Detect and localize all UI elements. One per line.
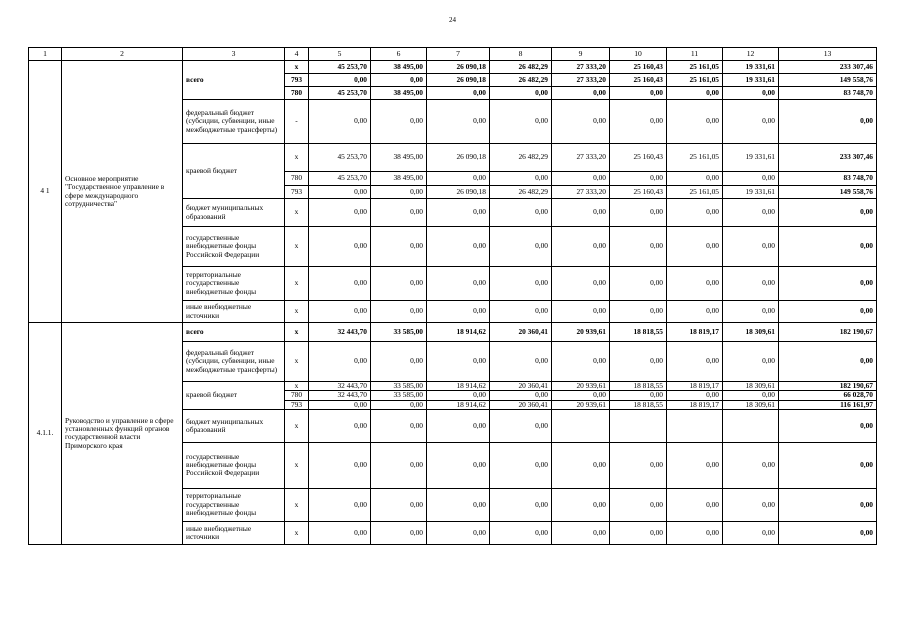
value-cell: 0,00 [309, 100, 371, 144]
header-cell: 10 [610, 48, 667, 61]
value-cell: 0,00 [723, 488, 779, 521]
value-cell: 0,00 [667, 87, 723, 100]
value-cell: 0,00 [667, 342, 723, 382]
value-cell: 0,00 [552, 199, 610, 227]
value-cell: 0,00 [371, 267, 427, 301]
value-cell: 32 443,70 [309, 382, 371, 391]
value-cell: 0,00 [490, 442, 552, 488]
value-cell: 0,00 [427, 521, 490, 544]
value-cell: 18 818,55 [610, 323, 667, 342]
value-cell: 26 482,29 [490, 144, 552, 172]
value-cell: 38 495,00 [371, 144, 427, 172]
value-cell: 233 307,46 [779, 144, 877, 172]
value-cell: 0,00 [309, 342, 371, 382]
value-cell: 0,00 [309, 74, 371, 87]
value-cell: 18 309,61 [723, 400, 779, 409]
value-cell: 0,00 [371, 409, 427, 442]
value-cell: 0,00 [371, 442, 427, 488]
header-cell: 1 [29, 48, 62, 61]
header-cell: 7 [427, 48, 490, 61]
value-cell: 26 482,29 [490, 61, 552, 74]
value-cell: 0,00 [490, 172, 552, 186]
value-cell: 18 309,61 [723, 323, 779, 342]
value-cell: 0,00 [427, 488, 490, 521]
header-cell: 4 [285, 48, 309, 61]
value-cell: 0,00 [610, 172, 667, 186]
value-cell: 25 161,05 [667, 74, 723, 87]
value-cell: 26 482,29 [490, 186, 552, 199]
source-label: всего [183, 61, 285, 100]
value-cell [552, 409, 610, 442]
source-label: федеральный бюджет (субсидии, субвенции, иные межбюджетные трансферты) [183, 342, 285, 382]
value-cell: 0,00 [309, 521, 371, 544]
code-cell: 780 [285, 391, 309, 400]
code-cell: - [285, 100, 309, 144]
value-cell: 0,00 [667, 488, 723, 521]
value-cell: 0,00 [723, 227, 779, 267]
source-label: территориальные государственные внебюджетные фонды [183, 267, 285, 301]
value-cell: 18 819,17 [667, 400, 723, 409]
value-cell: 20 360,41 [490, 382, 552, 391]
value-cell: 0,00 [371, 74, 427, 87]
value-cell: 0,00 [552, 172, 610, 186]
value-cell: 0,00 [610, 391, 667, 400]
value-cell: 0,00 [667, 442, 723, 488]
value-cell: 0,00 [552, 267, 610, 301]
value-cell: 0,00 [667, 172, 723, 186]
value-cell: 182 190,67 [779, 323, 877, 342]
source-label: территориальные государственные внебюджетные фонды [183, 488, 285, 521]
value-cell: 0,00 [427, 100, 490, 144]
value-cell: 0,00 [309, 301, 371, 323]
value-cell: 27 333,20 [552, 144, 610, 172]
value-cell: 19 331,61 [723, 186, 779, 199]
code-cell: 780 [285, 87, 309, 100]
code-cell: x [285, 409, 309, 442]
value-cell: 0,00 [371, 301, 427, 323]
header-cell: 5 [309, 48, 371, 61]
value-cell: 83 748,70 [779, 87, 877, 100]
value-cell: 0,00 [667, 100, 723, 144]
value-cell: 45 253,70 [309, 144, 371, 172]
value-cell: 0,00 [779, 521, 877, 544]
value-cell: 45 253,70 [309, 87, 371, 100]
table-row [29, 323, 877, 342]
value-cell: 19 331,61 [723, 144, 779, 172]
value-cell: 0,00 [610, 442, 667, 488]
value-cell: 33 585,00 [371, 382, 427, 391]
value-cell: 27 333,20 [552, 186, 610, 199]
value-cell: 18 819,17 [667, 382, 723, 391]
value-cell: 33 585,00 [371, 323, 427, 342]
value-cell: 0,00 [723, 100, 779, 144]
value-cell: 18 914,62 [427, 382, 490, 391]
code-cell: x [285, 323, 309, 342]
value-cell: 0,00 [779, 342, 877, 382]
value-cell: 38 495,00 [371, 87, 427, 100]
value-cell: 0,00 [309, 442, 371, 488]
budget-table [28, 47, 877, 545]
value-cell: 0,00 [723, 391, 779, 400]
value-cell: 182 190,67 [779, 382, 877, 391]
value-cell [667, 409, 723, 442]
value-cell: 25 161,05 [667, 61, 723, 74]
value-cell: 83 748,70 [779, 172, 877, 186]
value-cell: 0,00 [779, 199, 877, 227]
value-cell: 0,00 [490, 301, 552, 323]
value-cell: 0,00 [427, 172, 490, 186]
value-cell: 19 331,61 [723, 61, 779, 74]
value-cell: 27 333,20 [552, 61, 610, 74]
value-cell: 18 914,62 [427, 323, 490, 342]
value-cell: 0,00 [427, 391, 490, 400]
value-cell: 0,00 [610, 521, 667, 544]
source-label: иные внебюджетные источники [183, 301, 285, 323]
value-cell: 0,00 [552, 442, 610, 488]
value-cell: 0,00 [779, 488, 877, 521]
value-cell: 25 161,05 [667, 186, 723, 199]
value-cell: 0,00 [309, 488, 371, 521]
source-label: бюджет муниципальных образований [183, 199, 285, 227]
value-cell: 0,00 [309, 199, 371, 227]
code-cell: x [285, 442, 309, 488]
code-cell: x [285, 488, 309, 521]
value-cell: 0,00 [723, 172, 779, 186]
section-number: 4 1 [29, 61, 62, 323]
header-row [29, 48, 877, 61]
value-cell: 20 939,61 [552, 400, 610, 409]
value-cell: 18 818,55 [610, 382, 667, 391]
value-cell: 0,00 [309, 400, 371, 409]
value-cell: 0,00 [427, 267, 490, 301]
value-cell: 0,00 [371, 521, 427, 544]
section-number: 4.1.1. [29, 323, 62, 545]
value-cell: 19 331,61 [723, 74, 779, 87]
value-cell: 38 495,00 [371, 172, 427, 186]
header-cell: 3 [183, 48, 285, 61]
value-cell: 0,00 [552, 227, 610, 267]
code-cell: 780 [285, 172, 309, 186]
value-cell [723, 409, 779, 442]
value-cell: 0,00 [371, 342, 427, 382]
value-cell: 0,00 [371, 227, 427, 267]
section-name: Руководство и управление в сфере установленных функций органов государственной власти Приморского края [62, 323, 183, 545]
value-cell: 0,00 [552, 488, 610, 521]
value-cell: 0,00 [490, 391, 552, 400]
value-cell: 0,00 [667, 227, 723, 267]
value-cell: 149 558,76 [779, 74, 877, 87]
value-cell: 0,00 [723, 199, 779, 227]
value-cell: 0,00 [610, 199, 667, 227]
value-cell: 0,00 [490, 409, 552, 442]
source-label: государственные внебюджетные фонды Российской Федерации [183, 442, 285, 488]
value-cell: 0,00 [552, 87, 610, 100]
value-cell: 0,00 [723, 267, 779, 301]
value-cell: 0,00 [779, 100, 877, 144]
value-cell: 25 160,43 [610, 74, 667, 87]
value-cell [610, 409, 667, 442]
value-cell: 27 333,20 [552, 74, 610, 87]
header-cell: 12 [723, 48, 779, 61]
value-cell: 0,00 [610, 100, 667, 144]
value-cell: 0,00 [490, 87, 552, 100]
value-cell: 0,00 [779, 409, 877, 442]
value-cell: 32 443,70 [309, 391, 371, 400]
header-cell: 6 [371, 48, 427, 61]
source-label: краевой бюджет [183, 144, 285, 199]
value-cell: 0,00 [427, 87, 490, 100]
value-cell: 0,00 [490, 488, 552, 521]
code-cell: x [285, 61, 309, 74]
value-cell: 26 090,18 [427, 61, 490, 74]
code-cell: x [285, 342, 309, 382]
value-cell: 0,00 [723, 442, 779, 488]
value-cell: 0,00 [427, 409, 490, 442]
value-cell: 26 482,29 [490, 74, 552, 87]
source-label: федеральный бюджет (субсидии, субвенции, иные межбюджетные трансферты) [183, 100, 285, 144]
value-cell: 0,00 [723, 521, 779, 544]
code-cell: x [285, 144, 309, 172]
source-label: государственные внебюджетные фонды Российской Федерации [183, 227, 285, 267]
value-cell: 32 443,70 [309, 323, 371, 342]
value-cell: 0,00 [427, 301, 490, 323]
value-cell: 0,00 [371, 488, 427, 521]
value-cell: 0,00 [490, 267, 552, 301]
value-cell: 0,00 [371, 199, 427, 227]
value-cell: 0,00 [552, 100, 610, 144]
value-cell: 18 914,62 [427, 400, 490, 409]
code-cell: x [285, 301, 309, 323]
value-cell: 0,00 [610, 342, 667, 382]
value-cell: 66 028,70 [779, 391, 877, 400]
value-cell: 25 160,43 [610, 61, 667, 74]
value-cell: 0,00 [552, 342, 610, 382]
value-cell: 0,00 [610, 301, 667, 323]
code-cell: 793 [285, 400, 309, 409]
value-cell: 25 160,43 [610, 144, 667, 172]
value-cell: 0,00 [427, 199, 490, 227]
value-cell: 0,00 [552, 301, 610, 323]
value-cell: 0,00 [427, 227, 490, 267]
value-cell: 0,00 [667, 301, 723, 323]
value-cell: 0,00 [490, 521, 552, 544]
value-cell: 116 161,97 [779, 400, 877, 409]
page-number: 24 [449, 16, 456, 24]
value-cell: 0,00 [552, 391, 610, 400]
value-cell: 0,00 [309, 409, 371, 442]
value-cell: 0,00 [371, 100, 427, 144]
source-label: всего [183, 323, 285, 342]
value-cell: 0,00 [667, 199, 723, 227]
value-cell: 26 090,18 [427, 74, 490, 87]
source-label: бюджет муниципальных образований [183, 409, 285, 442]
code-cell: x [285, 382, 309, 391]
value-cell: 149 558,76 [779, 186, 877, 199]
code-cell: x [285, 267, 309, 301]
value-cell: 0,00 [427, 442, 490, 488]
value-cell: 26 090,18 [427, 186, 490, 199]
value-cell: 45 253,70 [309, 61, 371, 74]
table-row [29, 61, 877, 74]
value-cell: 18 309,61 [723, 382, 779, 391]
value-cell: 20 360,41 [490, 323, 552, 342]
value-cell: 0,00 [371, 400, 427, 409]
value-cell: 233 307,46 [779, 61, 877, 74]
value-cell: 0,00 [610, 87, 667, 100]
value-cell: 0,00 [667, 391, 723, 400]
value-cell: 38 495,00 [371, 61, 427, 74]
value-cell: 0,00 [723, 301, 779, 323]
value-cell: 0,00 [309, 186, 371, 199]
section-name: Основное мероприятие "Государственное управление в сфере международного сотрудничества" [62, 61, 183, 323]
value-cell: 26 090,18 [427, 144, 490, 172]
value-cell: 0,00 [779, 442, 877, 488]
value-cell: 0,00 [427, 342, 490, 382]
value-cell: 33 585,00 [371, 391, 427, 400]
value-cell: 0,00 [723, 87, 779, 100]
value-cell: 0,00 [490, 227, 552, 267]
value-cell: 0,00 [552, 521, 610, 544]
value-cell: 0,00 [779, 227, 877, 267]
code-cell: x [285, 227, 309, 267]
value-cell: 20 360,41 [490, 400, 552, 409]
value-cell: 0,00 [309, 227, 371, 267]
code-cell: 793 [285, 74, 309, 87]
source-label: иные внебюджетные источники [183, 521, 285, 544]
value-cell: 25 160,43 [610, 186, 667, 199]
value-cell: 0,00 [779, 267, 877, 301]
code-cell: x [285, 199, 309, 227]
header-cell: 13 [779, 48, 877, 61]
value-cell: 0,00 [610, 227, 667, 267]
value-cell: 18 819,17 [667, 323, 723, 342]
value-cell: 0,00 [309, 267, 371, 301]
value-cell: 0,00 [779, 301, 877, 323]
value-cell: 0,00 [490, 342, 552, 382]
value-cell: 0,00 [610, 267, 667, 301]
value-cell: 45 253,70 [309, 172, 371, 186]
value-cell: 0,00 [610, 488, 667, 521]
value-cell: 25 161,05 [667, 144, 723, 172]
header-cell: 2 [62, 48, 183, 61]
value-cell: 0,00 [667, 267, 723, 301]
header-cell: 11 [667, 48, 723, 61]
header-cell: 8 [490, 48, 552, 61]
value-cell: 20 939,61 [552, 323, 610, 342]
source-label: краевой бюджет [183, 382, 285, 410]
value-cell: 0,00 [667, 521, 723, 544]
value-cell: 0,00 [490, 100, 552, 144]
value-cell: 0,00 [371, 186, 427, 199]
value-cell: 20 939,61 [552, 382, 610, 391]
value-cell: 0,00 [490, 199, 552, 227]
code-cell: 793 [285, 186, 309, 199]
header-cell: 9 [552, 48, 610, 61]
value-cell: 18 818,55 [610, 400, 667, 409]
value-cell: 0,00 [723, 342, 779, 382]
code-cell: x [285, 521, 309, 544]
